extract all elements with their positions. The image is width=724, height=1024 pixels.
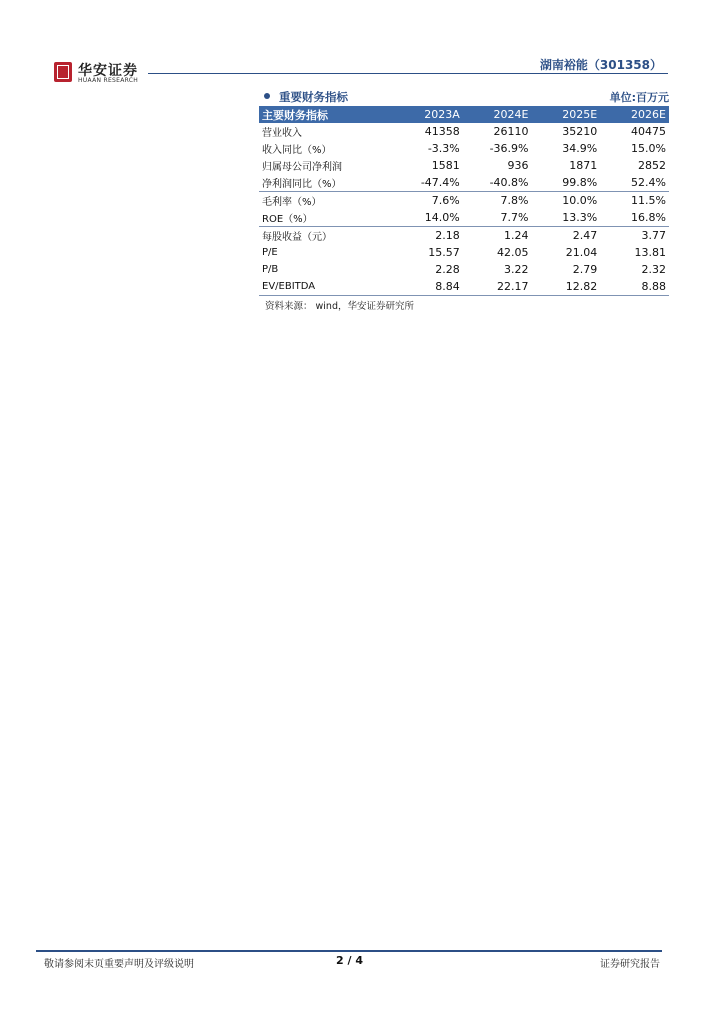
row-label: 毛利率（%） [259, 192, 394, 210]
disclaimer-note: 敬请参阅末页重要声明及评级说明 [44, 959, 194, 970]
row-label: P/E [262, 247, 278, 258]
table-cell: 1.24 [463, 227, 532, 245]
table-row [259, 209, 669, 227]
page-number: 2 / 4 [336, 954, 363, 967]
row-label: P/B [262, 264, 279, 275]
table-header-row [259, 106, 669, 123]
table-cell: 7.7% [500, 211, 529, 224]
row-label: 每股收益（元） [259, 227, 394, 245]
table-cell: 3.77 [600, 227, 669, 245]
table-row [259, 227, 669, 245]
table-cell: 3.22 [504, 263, 529, 276]
table-cell: 11.5% [600, 192, 669, 210]
table-cell: 13.81 [634, 246, 666, 259]
table-cell: 13.3% [562, 211, 598, 224]
table-cell: 16.8% [631, 211, 666, 224]
table-cell: 7.8% [463, 192, 532, 210]
row-label: 归属母公司净利润 [262, 162, 342, 173]
table-cell: -3.3% [427, 142, 460, 155]
table-cell: 52.4% [631, 176, 666, 189]
seal-icon [54, 62, 72, 82]
table-cell: 2.47 [532, 227, 601, 245]
logo-english-name: HUAAN RESEARCH [78, 77, 139, 84]
table-cell: 7.6% [394, 192, 463, 210]
table-row [259, 278, 669, 296]
table-row [259, 123, 669, 140]
row-label: 收入同比（%） [262, 145, 332, 156]
column-header: 2024E [463, 106, 532, 123]
table-cell: 21.04 [565, 246, 598, 259]
table-cell: 41358 [424, 125, 460, 138]
row-label: EV/EBITDA [259, 278, 394, 296]
table-cell: 22.17 [463, 278, 532, 296]
table-cell: 2.32 [641, 263, 666, 276]
table-cell: 15.0% [631, 142, 666, 155]
table-cell: -47.4% [420, 176, 460, 189]
table-cell: 936 [507, 159, 529, 172]
table-row [259, 244, 669, 261]
table-cell: 15.57 [428, 246, 460, 259]
table-row [259, 157, 669, 174]
company-logo [54, 60, 154, 84]
table-cell: 8.84 [394, 278, 463, 296]
unit-label: 单位:百万元 [609, 91, 669, 104]
table-cell: 99.8% [562, 176, 598, 189]
header-divider [148, 73, 668, 74]
row-label: 净利润同比（%） [262, 179, 342, 190]
bullet-icon [264, 93, 270, 99]
table-cell: 2.28 [435, 263, 460, 276]
table-cell: -40.8% [489, 176, 529, 189]
column-header: 2025E [532, 106, 601, 123]
table-cell: 40475 [631, 125, 666, 138]
column-header: 2023A [394, 106, 463, 123]
table-cell: 10.0% [532, 192, 601, 210]
financial-table [259, 106, 669, 296]
table-source-note: 资料来源： wind，华安证券研究所 [265, 301, 414, 312]
table-cell: 34.9% [562, 142, 598, 155]
financial-indicators-section [259, 88, 669, 312]
table-row [259, 174, 669, 192]
table-cell: 1581 [431, 159, 460, 172]
table-header-label: 主要财务指标 [259, 106, 394, 123]
table-cell: 8.88 [600, 278, 669, 296]
section-title: 重要财务指标 [279, 90, 348, 104]
logo-chinese-name: 华安证券 [78, 63, 138, 79]
table-cell: 12.82 [532, 278, 601, 296]
row-label: 营业收入 [262, 128, 302, 139]
table-row [259, 140, 669, 157]
table-row [259, 261, 669, 278]
table-cell: 1871 [569, 159, 598, 172]
table-cell: 42.05 [497, 246, 529, 259]
report-title: 湖南裕能（301358） [539, 58, 662, 72]
footer-divider [36, 950, 662, 952]
row-label: ROE（%） [262, 214, 313, 225]
table-cell: 2.18 [394, 227, 463, 245]
table-cell: 2852 [638, 159, 666, 172]
column-header: 2026E [600, 106, 669, 123]
table-cell: 2.79 [572, 263, 598, 276]
section-header [259, 88, 669, 106]
table-cell: 14.0% [424, 211, 460, 224]
table-cell: -36.9% [489, 142, 529, 155]
table-cell: 26110 [493, 125, 529, 138]
table-row [259, 192, 669, 210]
report-type-label: 证券研究报告 [600, 959, 660, 970]
table-cell: 35210 [562, 125, 598, 138]
